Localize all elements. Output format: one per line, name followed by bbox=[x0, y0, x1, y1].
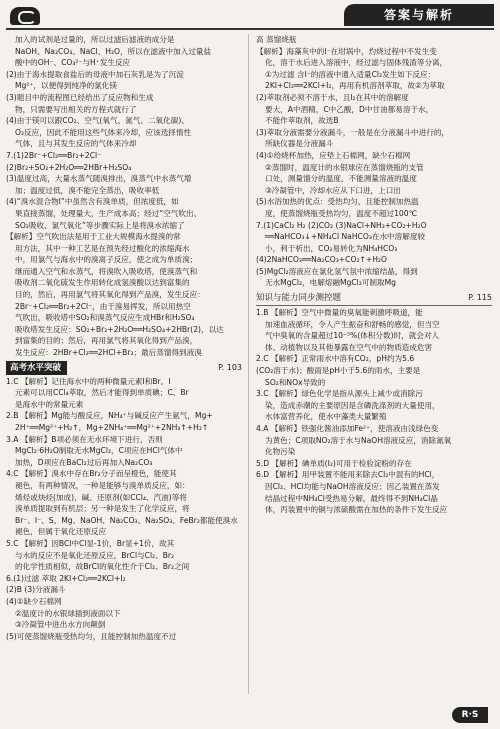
text-line: 染，造成赤潮的主要原因是含磷洗涤剂的大量使用， bbox=[265, 400, 440, 410]
left-answers-part2 bbox=[6, 376, 242, 643]
text-line: 溴单质提取到有机层；另一种是发生了化学反应，将 bbox=[15, 504, 190, 514]
text-line: 吸收塔发生反应：SO₂+Br₂+2H₂O══H₂SO₄+2HBr(2)，以达 bbox=[15, 324, 224, 334]
text-line: 烯烃或炔烃(加成)，碱、还原剂(如CCl₄、汽油)等将 bbox=[15, 492, 187, 502]
text-line: 元素可以用CCl₄萃取，然后才能得到单质碘；C、Br bbox=[15, 388, 189, 398]
text-line: 2.B 【解析】Mg能与酸反应，NH₄⁺与碱反应产生氨气，Mg+ bbox=[6, 411, 213, 421]
text-line: 2KI+Cl₂══2KCl+I₂，再用有机溶剂萃取，故②为萃取 bbox=[265, 81, 445, 91]
text-line: 6.(1)过滤 萃取 2KI+Cl₂══2KCl+I₂ bbox=[6, 573, 126, 583]
text-line: (3)萃取分液需要分液漏斗，一般是在分液漏斗中进行的， bbox=[256, 127, 450, 137]
text-line: 化物污染 bbox=[265, 447, 296, 457]
text-line: Br⁻、I⁻、S、Mg、NaOH、Na₂CO₃、Na₂SO₃、FeBr₂都能使溴水 bbox=[15, 515, 238, 525]
text-line: (5)可使蒸馏烧瓶受热均匀，且能控制加热温度不过 bbox=[6, 631, 177, 641]
text-line: 与水的反应不是氧化还原反应，BrCl与Cl₂、Br₂ bbox=[15, 550, 175, 560]
text-line: (3)温度过高，大量水蒸气随溴排出，溴蒸气中水蒸气增 bbox=[6, 174, 192, 184]
text-line: 2Br⁻+Cl₂══Br₂+2Cl⁻，由于溴易挥发，所以用热空 bbox=[15, 301, 191, 311]
column-divider bbox=[248, 34, 249, 694]
right-answers-part2 bbox=[256, 307, 492, 516]
right-column bbox=[256, 34, 492, 699]
text-line: 发生反应：2HBr+Cl₂══2HCl+Br₂；最后蒸馏得到液溴 bbox=[15, 348, 202, 358]
text-line: 水体富营养化，使水中藻类大量繁殖 bbox=[265, 412, 387, 422]
text-line: (4)2NaHCO₃══Na₂CO₃+CO₂↑+H₂O bbox=[256, 255, 387, 265]
text-line: MgCl₂·6H₂O制取无水MgCl₂，C项应在HCl气体中 bbox=[15, 446, 183, 456]
text-line: (4)①给烧杯加热，应垫上石棉网，缺少石棉网 bbox=[256, 150, 411, 160]
text-line: 化，溶于水后进入溶液中，经过滤与固体残渣等分离， bbox=[265, 58, 448, 68]
text-line: 结晶过程中NH₄Cl受热易分解，最终得不到NH₄Cl晶 bbox=[265, 493, 438, 503]
text-line: 褪色，但属于氧化还原反应 bbox=[15, 527, 107, 537]
text-line: (2)由于海水提取食盐后的母液中加石灰乳是为了沉淀 bbox=[6, 69, 184, 79]
text-line: 1.C 【解析】记住海水中的两种微量元素I和Br。I bbox=[6, 376, 171, 386]
text-line: 体、动植物以及其他暴露在空气中的物质造成危害 bbox=[265, 342, 433, 352]
text-line: 1.B 【解析】空气中微量的臭氧能刺激呼吸道，能 bbox=[256, 308, 423, 318]
text-line: 度，使蒸馏烧瓶受热均匀，温度不超过100℃ bbox=[265, 208, 418, 218]
left-column bbox=[6, 34, 242, 699]
text-line: 3.C 【解析】绿色化学是指从源头上减少或消除污 bbox=[256, 389, 423, 399]
publisher-logo-icon bbox=[10, 7, 40, 25]
text-line: O₂反应，因此不能用这些气体来冷却，应该选择惰性 bbox=[15, 127, 192, 137]
text-line: (4)①缺少石棉网 bbox=[6, 596, 62, 606]
text-line: 酸中的OH⁻、CO₃²⁻与H⁺发生反应 bbox=[15, 58, 131, 68]
text-line: 目的，然后，再用氯气将其氧化得到产品溴，发生反应： bbox=[15, 290, 205, 300]
text-line: 因Cl₂、HCl均能与NaOH溶液反应；因乙装置在蒸发 bbox=[265, 481, 440, 491]
text-line: 所缺仪器是分液漏斗 bbox=[265, 139, 334, 149]
text-line: 无水MgCl₂，电解熔融MgCl₂可制取Mg bbox=[265, 278, 396, 288]
text-line: 加热，D项应在BaCl₂过后再加入Na₂CO₃ bbox=[15, 457, 153, 467]
text-line: 口处，测量馏分的温度，不能测量溶液的温度 bbox=[265, 174, 417, 184]
left-answers-part1 bbox=[6, 34, 242, 359]
header-title: 答案与解析 bbox=[344, 4, 494, 26]
text-line: (4)由于镁可以跟CO₂、空气(氧气、氮气、二氧化碳)、 bbox=[6, 116, 189, 126]
text-line: 继而通入空气和水蒸气，将溴吹入吸收塔，使溴蒸气和 bbox=[15, 266, 198, 276]
text-line: ②蒸馏时，温度计的水银球应在蒸馏烧瓶的支管 bbox=[265, 162, 424, 172]
text-line: ①为过滤 含I⁻的溶液中通入适量Cl₂发生如下反应： bbox=[265, 69, 436, 79]
text-line: NaOH、Na₂CO₃、NaCl、H₂O，所以在滤液中加入过量盐 bbox=[15, 46, 212, 56]
text-line: 小，利于析出，CO₂易转化为NH₄HCO₃ bbox=[265, 243, 398, 253]
text-line: 5.C 【解析】因BCl中Cl显-1价，Br显+1价，故其 bbox=[6, 538, 175, 548]
text-line: 体，丙装置中的铜与浓硫酸需在加热的条件下发生反应 bbox=[265, 505, 448, 515]
text-line: (CO₂溶于水)；酸雨是pH小于5.6的雨水，主要是 bbox=[256, 366, 421, 376]
text-line: 加；温度过低，溴不能完全蒸出，吸收率低 bbox=[15, 185, 160, 195]
text-line: ③冷凝管中进出水方向颠倒 bbox=[15, 620, 106, 630]
text-line: 中，用氯气与海水中的溴离子反应，使之成为单质溴； bbox=[15, 255, 198, 265]
text-line: (2)Br₂+SO₂+2H₂O══2HBr+H₂SO₄ bbox=[6, 162, 132, 172]
text-line: 【解析】海藻灰中的I⁻在坩埚中，灼烧过程中不发生变 bbox=[256, 46, 437, 56]
text-line: 2H⁺══Mg²⁺+H₂↑，Mg+2NH₄⁺══Mg²⁺+2NH₃↑+H₂↑ bbox=[15, 423, 209, 432]
text-line: 气中臭氧的含量超过10⁻⁵%(体积分数)时，就会对人 bbox=[265, 331, 440, 341]
text-line: 气吹出，吸收塔中SO₂和溴蒸气反应生成HBr和H₂SO₄ bbox=[15, 313, 195, 323]
text-line: 吸收剂二氧化硫发生作用转化成氢溴酸以达到富集的 bbox=[15, 278, 190, 288]
text-line: (5)水浴加热的优点：受热均匀，且能控制加热温 bbox=[256, 197, 419, 207]
text-line: 加入的试剂是过量的，所以过滤后滤液的成分是 bbox=[15, 35, 175, 44]
text-line: 褪色，有两种情况，一种是能够与溴单质反应，如： bbox=[15, 480, 190, 490]
text-line: 4.A 【解析】铁强化酱油添加Fe²⁺，使溶液由浅绿色变 bbox=[256, 424, 439, 433]
text-line: 物，只需要写出相关的方程式就行了 bbox=[15, 104, 137, 114]
text-line: (3)题目中的流程图已经给出了反应物和生成 bbox=[6, 92, 154, 102]
text-line: ②温度计的水银球插到液面以下 bbox=[15, 608, 121, 618]
text-line: 6.D 【解析】用甲装置不能用来除去Cl₂中混有的HCl， bbox=[256, 470, 440, 480]
text-line: (4)“溴水混合物Ⅰ”中虽然含有溴单质，但浓度低，如 bbox=[6, 197, 179, 207]
text-line: 的化学性质相似，故BrCl的氧化性介于Cl₂、Br₂之间 bbox=[15, 562, 190, 572]
text-line: (5)MgCl₂溶液应在氯化氢气氛中浓缩结晶，得到 bbox=[256, 266, 418, 276]
text-line: 气体，且与其发生反应的气体来冷却 bbox=[15, 139, 137, 149]
text-line: Mg²⁺，以便得到纯净的氯化镁 bbox=[15, 81, 117, 91]
text-line: 高 蒸馏烧瓶 bbox=[256, 35, 297, 44]
text-line: ══NaHCO₃↓+NH₄Cl NaHCO₃在水中溶解度较 bbox=[265, 232, 426, 242]
text-line: 5.D 【解析】碘单质(I₂)可用于检验淀粉的存在 bbox=[256, 458, 412, 468]
text-line: 【解析】空气吹出法是用于工业大规模海水提溴的常 bbox=[6, 232, 181, 242]
text-line: 7.(1)2Br⁻+Cl₂══Br₂+2Cl⁻ bbox=[6, 150, 102, 160]
right-answers-part1 bbox=[256, 34, 492, 289]
text-line: 加速血液循环，令人产生振奋和舒畅的感觉，但当空 bbox=[265, 319, 440, 329]
section-label: 高考水平突破 bbox=[6, 361, 67, 375]
section-header-gaokao bbox=[6, 361, 242, 375]
text-line: 要大，A中酒精，C中乙酸，D中甘油都易溶于水， bbox=[265, 104, 434, 114]
text-line: SO₂和NOx导致的 bbox=[265, 377, 326, 387]
text-line: 是海水中的常量元素 bbox=[15, 399, 84, 409]
section-page-ref: P. 103 bbox=[218, 362, 242, 372]
text-line: 用方法，其中一种工艺是在预先经过酸化的浓缩海水 bbox=[15, 243, 190, 253]
page-header bbox=[6, 4, 494, 30]
section-page-ref: P. 115 bbox=[468, 293, 492, 303]
text-line: 不能作萃取剂，故选B bbox=[265, 116, 339, 126]
text-line: (2)B (3)分液漏斗 bbox=[6, 585, 66, 595]
text-line: ③冷凝管中，冷却水应从下口进，上口出 bbox=[265, 185, 401, 195]
text-line: 到富集的目的；然后，再用氯气将其氧化得到产品溴， bbox=[15, 336, 198, 346]
section-label: 知识与能力同步测控题 bbox=[256, 293, 342, 304]
text-line: 果直接蒸馏，处理量大，生产成本高；经过“空气吹出、 bbox=[15, 208, 202, 218]
text-line: SO₂吸收、氯气氧化”等步骤实际上是将溴水浓缩了 bbox=[15, 220, 185, 230]
text-line: 7.(1)CaCl₂ H₂ (2)CO₂ (3)NaCl+NH₃+CO₂+H₂O bbox=[256, 220, 427, 230]
text-line: (2)萃取剂必须不溶于水，且I₂在其中的溶解度 bbox=[256, 92, 409, 102]
section-header-tongbu bbox=[256, 291, 492, 306]
text-line: 为黄色；C项取NO₂溶于水与NaOH溶液反应，消除氮氧 bbox=[265, 435, 452, 445]
text-line: 3.A 【解析】B项必须在无水环境下进行，否则 bbox=[6, 434, 163, 444]
text-line: 4.C 【解析】溴水中存在Br₂分子而呈橙色，能使其 bbox=[6, 469, 177, 479]
footer-badge: R·S bbox=[452, 707, 488, 723]
text-line: 2.C 【解析】正常雨水中溶有CO₂，pH约为5.6 bbox=[256, 354, 415, 364]
